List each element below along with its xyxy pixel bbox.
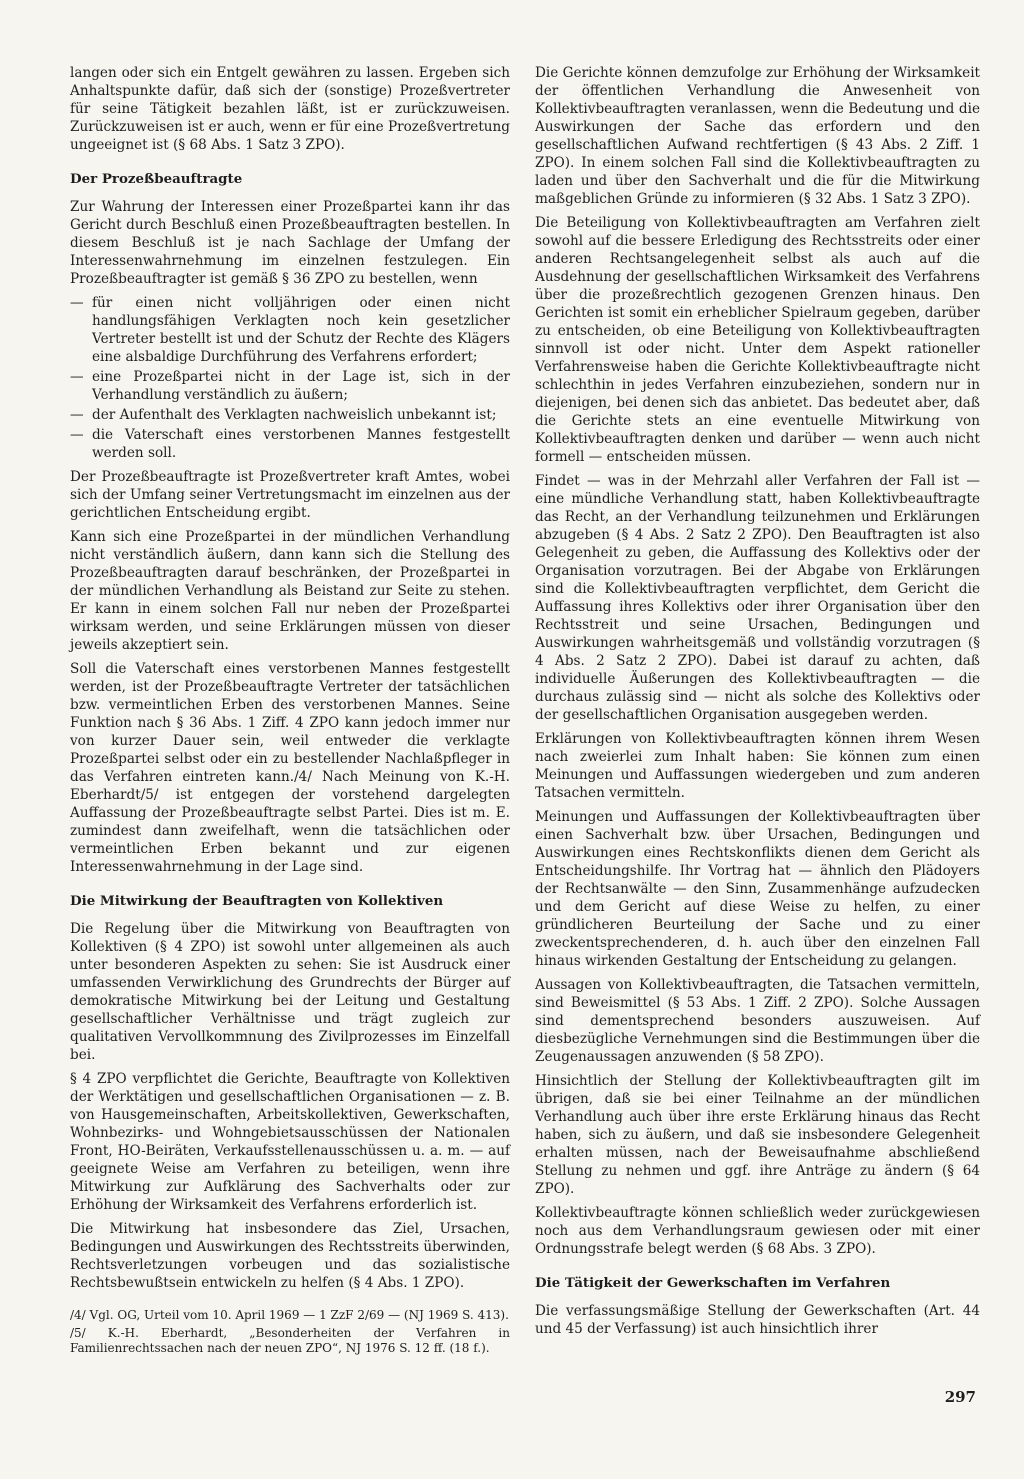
paragraph: Kollektivbeauftragte können schließlich weder zurückgewiesen noch aus dem Verhandlungsraum gewiesen oder mit einer Ordnungsstrafe belegt werden (§ 68 Abs. 3 ZPO).: [535, 1205, 980, 1257]
section-heading: Die Tätigkeit der Gewerkschaften im Verfahren: [535, 1275, 891, 1291]
paragraph: Soll die Vaterschaft eines verstorbenen Mannes festgestellt werden, ist der Prozeßbeauftragte Vertreter der tatsächlichen bzw. vermeintlichen Erben des verstorbenen Mannes. Seine Funktion nach § 36 Abs. 1 Ziff. 4 ZPO kann jedoch immer nur von kurzer Dauer sein, weil entweder die verklagte Prozeßpartei selbst oder ein zu bestellender Nachlaßpfleger in das Verfahren eintreten kann./4/ Nach Meinung von K.-H. Eberhardt/5/ ist entgegen der vorstehend dargelegten Auffassung der Prozeßbeauftragte selbst Partei. Dies ist m. E. zumindest dann zweifelhaft, wenn die tatsächlichen oder vermeintlichen Erben bekannt und zur eigenen Interessenwahrnehmung in der Lage sind.: [70, 661, 510, 875]
right-column: [535, 64, 980, 1344]
list-item: — der Aufenthalt des Verklagten nachweislich unbekannt ist;: [70, 406, 510, 424]
footnotes: [70, 1308, 510, 1356]
paragraph: Die Beteiligung von Kollektivbeauftragten am Verfahren zielt sowohl auf die bessere Erledigung des Rechtsstreits oder einer anderen Rechtsangelegenheit selbst als auch auf die Ausdehnung der gesellschaftlichen Wirksamkeit des Verfahrens über die prozeßrechtlich gezogenen Grenzen hinaus. Den Gerichten ist somit ein erheblicher Spielraum gegeben, darüber zu entscheiden, ob eine Beteiligung von Kollektivbeauftragten sinnvoll ist oder nicht. Unter dem Aspekt rationeller Verfahrensweise haben die Gerichte Kollektivbeauftragte nicht schlechthin in jedes Verfahren einzubeziehen, sondern nur in diejenigen, bei denen sich das anbietet. Das bedeutet aber, daß die Gerichte stets an eine eventuelle Mitwirkung von Kollektivbeauftragten denken und darüber — wenn auch nicht formell — entscheiden müssen.: [535, 215, 980, 465]
paragraph: § 4 ZPO verpflichtet die Gerichte, Beauftragte von Kollektiven der Werktätigen und gesellschaftlichen Organisationen — z. B. von Hausgemeinschaften, Arbeitskollektiven, Gewerkschaften, Wohnbezirks- und Wohngebietsausschüssen der Nationalen Front, HO-Beiräten, Verkaufsstellenausschüssen u. a. m. — auf geeignete Weise am Verfahren zu beteiligen, wenn ihre Mitwirkung zur Aufklärung des Sachverhalts oder zur Erhöhung der Wirksamkeit des Verfahrens erforderlich ist.: [70, 1071, 510, 1213]
paragraph: Hinsichtlich der Stellung der Kollektivbeauftragten gilt im übrigen, daß sie bei einer Teilnahme an der mündlichen Verhandlung auch über ihre erste Erklärung hinaus das Recht haben, sich zu äußern, und daß sie insbesondere Gelegenheit erhalten müssen, nach der Beweisaufnahme abschließend Stellung zu nehmen und ggf. ihre Anträge zu ändern (§ 64 ZPO).: [535, 1073, 980, 1197]
section-heading: Die Mitwirkung der Beauftragten von Kollektiven: [70, 893, 444, 909]
paragraph: Aussagen von Kollektivbeauftragten, die Tatsachen vermitteln, sind Beweismittel (§ 53 Abs. 1 Ziff. 2 ZPO). Solche Aussagen sind dementsprechend besonders auszuweisen. Auf diesbezügliche Vernehmungen sind die Bestimmungen über die Zeugenaussagen anzuwenden (§ 58 ZPO).: [535, 977, 980, 1065]
footnote: /4/ Vgl. OG, Urteil vom 10. April 1969 — 1 ZzF 2/69 — (NJ 1969 S. 413).: [70, 1308, 509, 1322]
left-column: [70, 64, 510, 1359]
paragraph: Kann sich eine Prozeßpartei in der mündlichen Verhandlung nicht verständlich äußern, dann kann sich die Stellung des Prozeßbeauftragten darauf beschränken, der Prozeßpartei in der mündlichen Verhandlung als Beistand zur Seite zu stehen. Er kann in einem solchen Fall nur neben der Prozeßpartei wirksam werden, und seine Erklärungen müssen von dieser jeweils akzeptiert sein.: [70, 529, 510, 653]
paragraph: Der Prozeßbeauftragte ist Prozeßvertreter kraft Amtes, wobei sich der Umfang seiner Vertretungsmacht im einzelnen aus der gerichtlichen Entscheidung ergibt.: [70, 469, 510, 521]
list-item: — für einen nicht volljährigen oder einen nicht handlungsfähigen Verklagten noch kein gesetzlicher Vertreter bestellt ist und der Schutz der Rechte des Klägers eine alsbaldige Durchführung des Verfahrens erfordert;: [70, 294, 510, 366]
page-number: 297: [944, 1388, 976, 1406]
paragraph: Meinungen und Auffassungen der Kollektivbeauftragten über einen Sachverhalt bzw. über Ursachen, Bedingungen und Auswirkungen eines Rechtskonflikts dienen dem Gericht als Entscheidungshilfe. Ihr Vortrag hat — ähnlich den Plädoyers der Rechtsanwälte — den Sinn, Zusammenhänge aufzudecken und dem Gericht auf diese Weise zu helfen, zu einer gründlicheren Beurteilung der Sache und zu einer zweckentsprechenderen, d. h. auch über den einzelnen Fall hinaus wirkenden Gestaltung der Entscheidung zu gelangen.: [535, 809, 980, 969]
paragraph: Erklärungen von Kollektivbeauftragten können ihrem Wesen nach zweierlei zum Inhalt haben: Sie können zum einen Meinungen und Auffassungen wiedergeben und zum anderen Tatsachen vermitteln.: [535, 731, 980, 801]
paragraph: Die verfassungsmäßige Stellung der Gewerkschaften (Art. 44 und 45 der Verfassung) ist auch hinsichtlich ihrer: [535, 1303, 980, 1337]
paragraph: Die Mitwirkung hat insbesondere das Ziel, Ursachen, Bedingungen und Auswirkungen des Rechtsstreits überwinden, Rechtsverletzungen vorbeugen und das sozialistische Rechtsbewußtsein entwickeln zu helfen (§ 4 Abs. 1 ZPO).: [70, 1221, 510, 1291]
section-heading: Der Prozeßbeauftragte: [70, 171, 243, 187]
paragraph: Findet — was in der Mehrzahl aller Verfahren der Fall ist — eine mündliche Verhandlung statt, haben Kollektivbeauftragte das Recht, an der Verhandlung teilzunehmen und Erklärungen abzugeben (§ 4 Abs. 2 Satz 2 ZPO). Den Beauftragten ist also Gelegenheit zu geben, die Auffassung des Kollektivs oder der Organisation vorzutragen. Bei der Abgabe von Erklärungen sind die Kollektivbeauftragten verpflichtet, dem Gericht die Auffassung ihres Kollektivs oder ihrer Organisation über den Rechtsstreit und seine Ursachen, Bedingungen und Auswirkungen wahrheitsgemäß und vollständig vorzutragen (§ 4 Abs. 2 Satz 2 ZPO). Dabei ist darauf zu achten, daß individuelle Äußerungen des Kollektivbeauftragten — die durchaus zulässig sind — nicht als solche des Kollektivs oder der gesellschaftlichen Organisation ausgegeben werden.: [535, 473, 980, 723]
paragraph: Die Regelung über die Mitwirkung von Beauftragten von Kollektiven (§ 4 ZPO) ist sowohl unter allgemeinen als auch unter besonderen Aspekten zu sehen: Sie ist Ausdruck einer umfassenden Verwirklichung des Grundrechts der Bürger auf demokratische Mitwirkung bei der Leitung und Gestaltung gesellschaftlicher Verhältnisse und trägt zugleich zur qualitativen Vervollkommnung des Zivilprozesses im Einzelfall bei.: [70, 921, 510, 1063]
paragraph: langen oder sich ein Entgelt gewähren zu lassen. Ergeben sich Anhaltspunkte dafür, daß sich der (sonstige) Prozeßvertreter für seine Tätigkeit bezahlen läßt, ist er zurückzuweisen. Zurückzuweisen ist er auch, wenn er für eine Prozeßvertretung ungeeignet ist (§ 68 Abs. 1 Satz 3 ZPO).: [70, 65, 510, 153]
dash-list: [70, 294, 510, 462]
footnote: /5/ K.-H. Eberhardt, „Besonderheiten der Verfahren in Familienrechtssachen nach der neuen ZPO“, NJ 1976 S. 12 ff. (18 f.).: [70, 1326, 510, 1355]
paragraph: Zur Wahrung der Interessen einer Prozeßpartei kann ihr das Gericht durch Beschluß einen Prozeßbeauftragten bestellen. In diesem Beschluß ist je nach Sachlage der Umfang der Interessenwahrnehmung im einzelnen festzulegen. Ein Prozeßbeauftragter ist gemäß § 36 ZPO zu bestellen, wenn: [70, 199, 510, 287]
list-item: — eine Prozeßpartei nicht in der Lage ist, sich in der Verhandlung verständlich zu äußern;: [70, 368, 510, 404]
paragraph: Die Gerichte können demzufolge zur Erhöhung der Wirksamkeit der öffentlichen Verhandlung die Anwesenheit von Kollektivbeauftragten veranlassen, wenn die Bedeutung und die Auswirkungen der Sache das erfordern und den gesellschaftlichen Aufwand rechtfertigen (§ 43 Abs. 2 Ziff. 1 ZPO). In einem solchen Fall sind die Kollektivbeauftragten zu laden und über den Sachverhalt und die für die Mitwirkung maßgeblichen Gründe zu informieren (§ 32 Abs. 1 Satz 3 ZPO).: [535, 65, 980, 207]
list-item: — die Vaterschaft eines verstorbenen Mannes festgestellt werden soll.: [70, 426, 510, 462]
